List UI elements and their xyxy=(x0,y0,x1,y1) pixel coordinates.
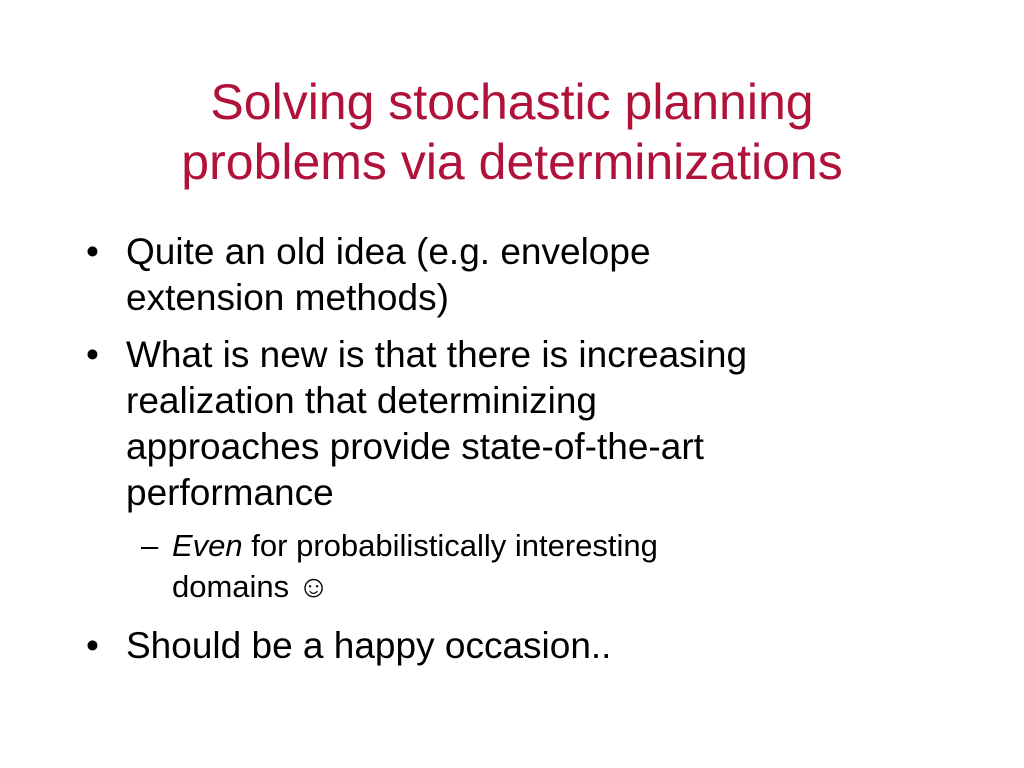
slide-title xyxy=(60,72,964,192)
bullet-marker: • xyxy=(86,625,99,666)
bullet-text-line: extension methods) xyxy=(126,277,449,318)
bullet-text-line: approaches provide state-of-the-art xyxy=(126,426,704,467)
bullet-text-line: realization that determinizing xyxy=(126,380,597,421)
bullet-item xyxy=(86,332,946,516)
sub-bullet-marker: – xyxy=(141,528,159,563)
bullet-item xyxy=(86,229,946,321)
bullet-item xyxy=(86,623,946,669)
sub-bullet-item xyxy=(86,525,946,607)
sub-bullet-text-line xyxy=(172,525,946,566)
slide-title-line: problems via determinizations xyxy=(181,134,843,190)
bullet-text-line: performance xyxy=(126,472,334,513)
slide-body xyxy=(86,229,946,680)
bullet-text-line: Quite an old idea (e.g. envelope xyxy=(126,231,651,272)
bullet-text-line: What is new is that there is increasing xyxy=(126,334,748,375)
bullet-text-line: Should be a happy occasion.. xyxy=(126,625,612,666)
bullet-marker: • xyxy=(86,231,99,272)
bullet-marker: • xyxy=(86,334,99,375)
emphasis-text: Even xyxy=(172,528,243,563)
sub-bullet-text: for probabilistically interesting xyxy=(242,528,658,563)
sub-bullet-text-line: domains ☺ xyxy=(172,569,330,604)
slide-title-line: Solving stochastic planning xyxy=(210,74,814,130)
